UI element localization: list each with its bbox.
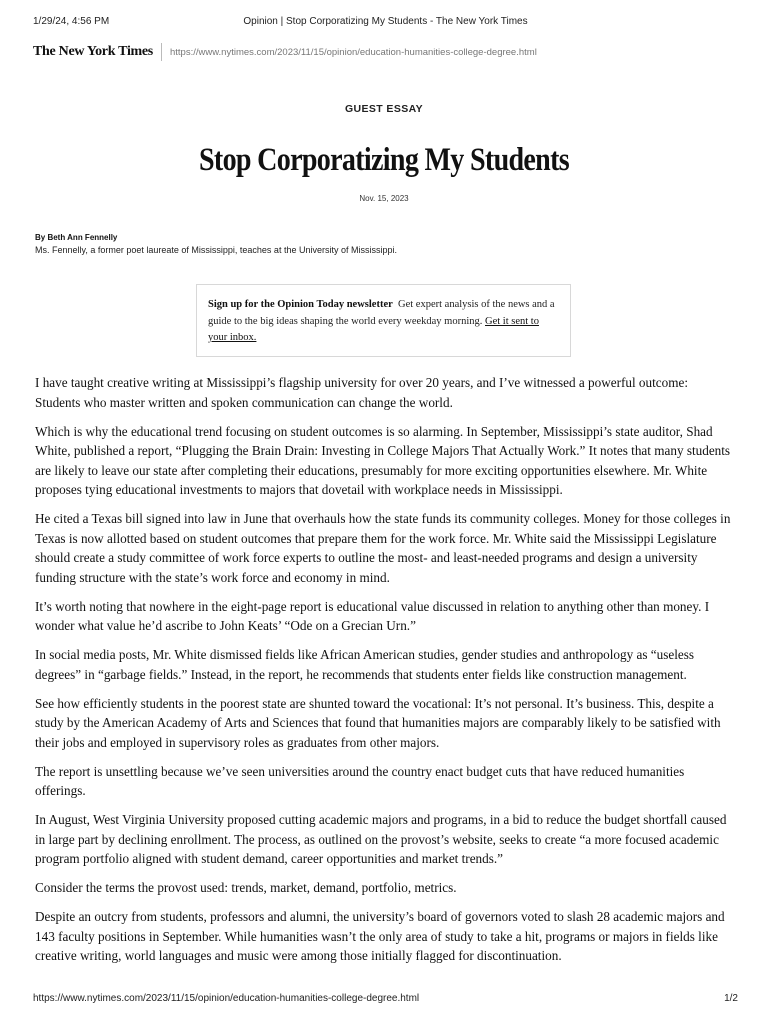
- byline[interactable]: By Beth Ann Fennelly: [35, 233, 118, 242]
- print-footer: [33, 993, 738, 1007]
- article-paragraph: Consider the terms the provost used: trends, market, demand, portfolio, metrics.: [35, 880, 457, 895]
- author-bio: Ms. Fennelly, a former poet laureate of Mississippi, teaches at the University of Mississippi.: [35, 245, 397, 255]
- nyt-logo[interactable]: The New York Times: [33, 43, 162, 61]
- article-paragraph: He cited a Texas bill signed into law in June that overhauls how the state funds its community colleges. Money for those colleges in Texas is now allotted based on student outcomes that prepare them for the work force. Mr. White said the Mississippi Legislature should create a study committee of work force experts to outline the most- and least-needed programs and design a university funding structure with the state’s work force and economy in mind.: [35, 511, 731, 585]
- article-paragraph: See how efficiently students in the poorest state are shunted toward the vocational: It’s not personal. It’s business. This, despite a study by the American Academy of Arts and Sciences that found that humanities majors are comparably likely to be satisfied with their jobs and employed in supervisory roles as graduates from other majors.: [35, 695, 721, 750]
- masthead: [33, 40, 738, 64]
- article-paragraph: Which is why the educational trend focusing on student outcomes is so alarming. In September, Mississippi’s state auditor, Shad White, published a report, “Plugging the Brain Drain: Investing in College Majors That Actually Work.” It notes that many students are likely to leave our state after completing their educations, presumably for more exciting opportunities elsewhere. Mr. White proposes tying educational investments to majors that dovetail with workplace needs in Mississippi.: [35, 423, 731, 497]
- newsletter-description: Get expert analysis of the news and a guide to the big ideas shaping the world every weekday morning.: [208, 299, 555, 327]
- article-paragraph: In August, West Virginia University proposed cutting academic majors and programs, in a bid to reduce the budget shortfall caused in large part by declining enrollment. The process, as outlined on the provost’s website, seeks to create “a more focused academic program portfolio aligned with student demand, career opportunities and market trends.”: [35, 812, 727, 866]
- print-date: 1/29/24, 4:56 PM: [33, 16, 110, 27]
- article-paragraph: Despite an outcry from students, professors and alumni, the university’s board of governors voted to slash 28 academic majors and 143 faculty positions in September. While humanities wasn’t the only area of study to take a hit, programs or majors in fields like creative writing, world languages and music were among those initially flagged for discontinuation.: [35, 909, 725, 963]
- section-kicker: GUEST ESSAY: [344, 103, 424, 115]
- article-url[interactable]: https://www.nytimes.com/2023/11/15/opinion/education-humanities-college-degree.html: [169, 46, 537, 58]
- headline: Stop Corporatizing My Students: [199, 142, 569, 178]
- print-document-title: Opinion | Stop Corporatizing My Students - The New York Times: [243, 16, 528, 27]
- article-paragraph: It’s worth noting that nowhere in the eight-page report is educational value discussed in relation to anything other than money. I wonder what value he’d ascribe to John Keats’ “Ode on a Grecian Urn.”: [35, 598, 710, 633]
- publish-date: Nov. 15, 2023: [359, 194, 409, 203]
- print-header: [33, 16, 738, 30]
- page-number: 1/2: [724, 993, 738, 1004]
- article-paragraph: In social media posts, Mr. White dismissed fields like African American studies, gender studies and anthropology as “useless degrees” in “garbage fields.” Instead, in the report, he recommends that students enter fields like construction management.: [35, 647, 694, 682]
- newsletter-promo: [196, 284, 571, 357]
- article-paragraph: The report is unsettling because we’ve seen universities around the country enact budget cuts that have reduced humanities offerings.: [35, 763, 685, 798]
- footer-url: https://www.nytimes.com/2023/11/15/opinion/education-humanities-college-degree.html: [33, 993, 420, 1004]
- article-body: [35, 373, 735, 975]
- article-paragraph: I have taught creative writing at Mississippi’s flagship university for over 20 years, and I’ve witnessed a powerful outcome: Students who master written and spoken communication can change the world.: [35, 375, 688, 410]
- newsletter-signup-link[interactable]: Get it sent to your inbox.: [208, 315, 539, 343]
- newsletter-heading: Sign up for the Opinion Today newsletter: [208, 299, 393, 310]
